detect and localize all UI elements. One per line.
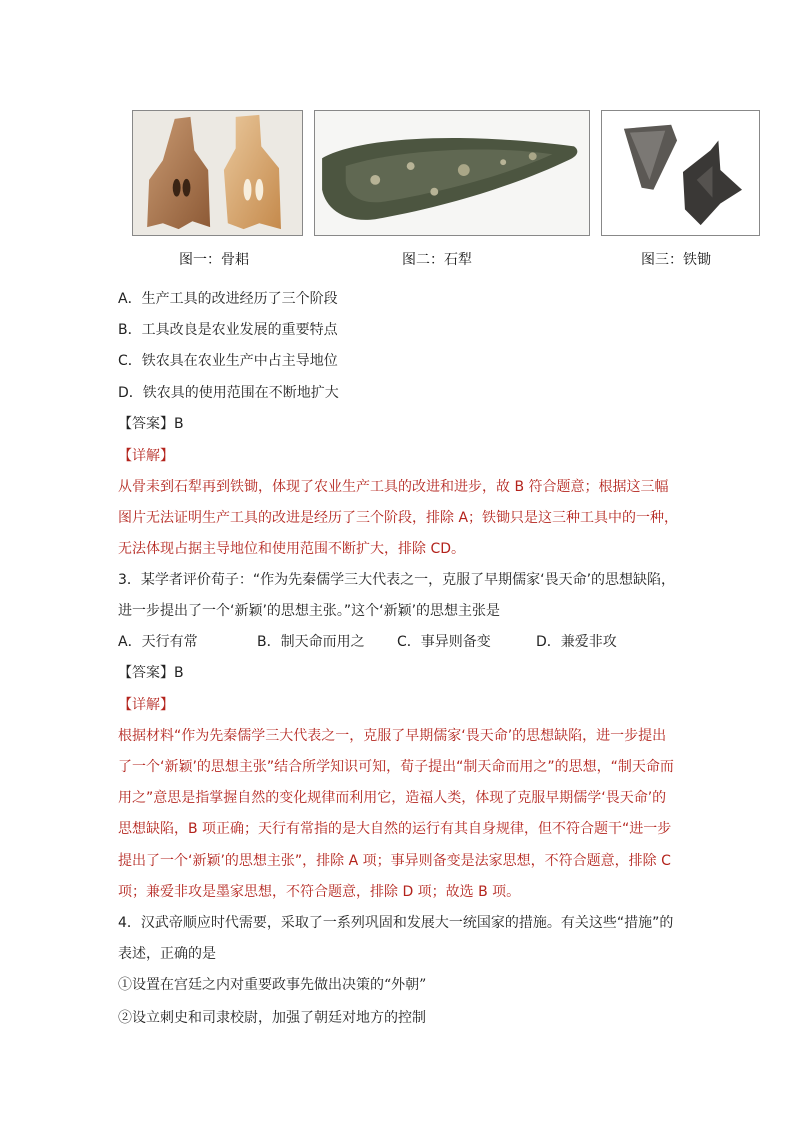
explanation-line: 图片无法证明生产工具的改进是经历了三个阶段，排除 A；铁锄只是这三种工具中的一种， (118, 510, 679, 526)
detail-label: 【详解】 (118, 448, 174, 464)
option-d: D．铁农具的使用范围在不断地扩大 (118, 385, 339, 401)
question-stem: 4．汉武帝顺应时代需要，采取了一系列巩固和发展大一统国家的措施。有关这些“措施”的 (118, 915, 674, 931)
explanation-line: 无法体现占据主导地位和使用范围不断扩大，排除 CD。 (118, 541, 466, 557)
option-d: D．兼爱非攻 (536, 634, 617, 650)
option-c: C．事异则备变 (397, 634, 491, 650)
answer-label: 【答案】B (118, 665, 184, 681)
explanation-line: 用之”意思是指掌握自然的变化规律而利用它，造福人类，体现了克服早期儒学‘畏天命’的 (118, 790, 667, 806)
explanation-line: 提出了一个‘新颖’的思想主张”，排除 A 项；事异则备变是法家思想，不符合题意，排除 C (118, 853, 671, 869)
question-stem: 进一步提出了一个‘新颖’的思想主张。”这个‘新颖’的思想主张是 (118, 603, 501, 619)
stone-plow-image (314, 110, 590, 236)
question-stem: 表述，正确的是 (118, 946, 216, 962)
option-b: B．制天命而用之 (257, 634, 365, 650)
explanation-line: 从骨耒到石犁再到铁锄，体现了农业生产工具的改进和进步，故 B 符合题意；根据这三幅 (118, 479, 669, 495)
figure-caption: 图一：骨耜 (179, 252, 249, 268)
detail-label: 【详解】 (118, 697, 174, 713)
figure-caption: 图二：石犁 (402, 252, 472, 268)
explanation-line: 根据材料“作为先秦儒学三大代表之一，克服了早期儒家‘畏天命’的思想缺陷，进一步提出 (118, 728, 667, 744)
option-c: C．铁农具在农业生产中占主导地位 (118, 353, 338, 369)
answer-label: 【答案】B (118, 416, 184, 432)
statement-item: ②设立刺史和司隶校尉，加强了朝廷对地方的控制 (118, 1010, 426, 1026)
explanation-line: 思想缺陷，B 项正确；天行有常指的是大自然的运行有其自身规律，但不符合题干“进一步 (118, 821, 672, 837)
iron-hoe-image (601, 110, 760, 236)
option-b: B．工具改良是农业发展的重要特点 (118, 322, 338, 338)
figure-caption: 图三：铁锄 (641, 252, 711, 268)
option-a: A．生产工具的改进经历了三个阶段 (118, 291, 338, 307)
explanation-line: 项；兼爱非攻是墨家思想，不符合题意，排除 D 项；故选 B 项。 (118, 884, 521, 900)
option-a: A．天行有常 (118, 634, 198, 650)
statement-item: ①设置在宫廷之内对重要政事先做出决策的“外朝” (118, 977, 427, 993)
explanation-line: 了一个‘新颖’的思想主张”结合所学知识可知，荀子提出“制天命而用之”的思想，“制天命而 (118, 759, 674, 775)
bone-spade-image (132, 110, 303, 236)
options-row (118, 632, 678, 652)
question-stem: 3．某学者评价荀子：“作为先秦儒学三大代表之一，克服了早期儒家‘畏天命’的思想缺陷， (118, 572, 676, 588)
